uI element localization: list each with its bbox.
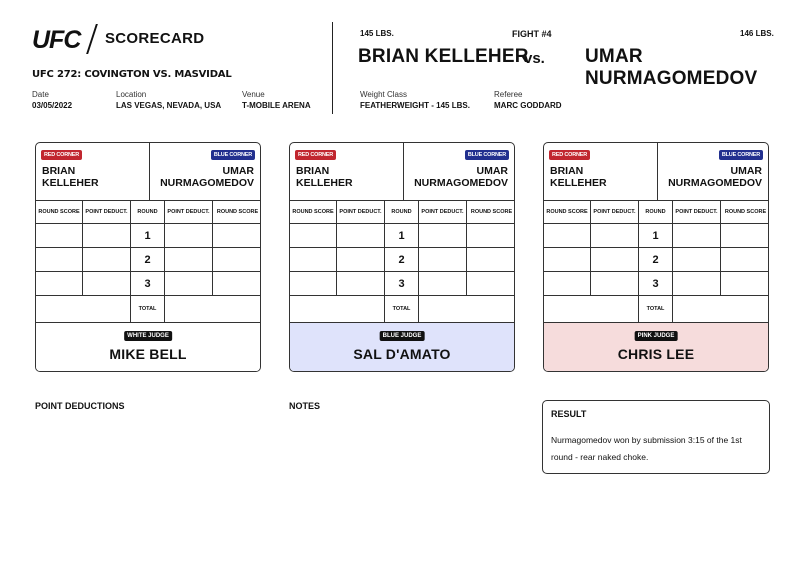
versus: vs. [524, 50, 545, 67]
result-text: Nurmagomedov won by submission 3:15 of the 1st round - rear naked choke. [551, 435, 742, 462]
deduct-input[interactable] [165, 248, 213, 271]
blue-corner-badge: BLUE CORNER [465, 150, 509, 160]
deduct-input[interactable] [591, 248, 639, 271]
deduct-input[interactable] [419, 272, 467, 295]
deduct-input[interactable] [83, 272, 131, 295]
red-corner-badge: RED CORNER [295, 150, 336, 160]
deduct-input[interactable] [337, 224, 385, 247]
round-row: 2 [544, 248, 768, 272]
deduct-input[interactable] [419, 224, 467, 247]
deduct-input[interactable] [83, 248, 131, 271]
round-row: 1 [290, 224, 514, 248]
deduct-input[interactable] [337, 272, 385, 295]
blue-corner-badge: BLUE CORNER [719, 150, 763, 160]
total-input[interactable] [419, 296, 515, 322]
venue-label: Venue [242, 90, 265, 99]
total-row: TOTAL [290, 296, 514, 323]
card-corners [36, 143, 260, 201]
fighter-left-name: BRIAN KELLEHER [358, 46, 529, 67]
notes-heading: NOTES [289, 401, 321, 411]
red-corner-name: BRIAN KELLEHER [42, 165, 99, 189]
judge-badge: WHITE JUDGE [124, 331, 172, 341]
fighter-right-name: UMAR NURMAGOMEDOV [585, 46, 758, 89]
scorecard-judge-2 [289, 142, 515, 372]
result-title: RESULT [551, 409, 587, 419]
score-input[interactable] [467, 248, 515, 271]
scorecard-judge-1 [35, 142, 261, 372]
blue-corner-name: UMAR NURMAGOMEDOV [414, 165, 508, 189]
total-input[interactable] [36, 296, 131, 322]
total-row: TOTAL [544, 296, 768, 323]
score-input[interactable] [290, 248, 337, 271]
weight-class-label: Weight Class [360, 90, 407, 99]
round-row: 1 [36, 224, 260, 248]
score-input[interactable] [544, 224, 591, 247]
score-header-row: ROUND SCORE POINT DEDUCT. ROUND POINT DEDUCT. ROUND SCORE [544, 201, 768, 224]
score-input[interactable] [721, 272, 769, 295]
score-input[interactable] [213, 248, 261, 271]
location-label: Location [116, 90, 147, 99]
red-corner-badge: RED CORNER [549, 150, 590, 160]
point-deductions-heading: POINT DEDUCTIONS [35, 401, 125, 411]
round-row: 3 [36, 272, 260, 296]
round-row: 2 [36, 248, 260, 272]
deduct-input[interactable] [673, 224, 721, 247]
date-value: 03/05/2022 [32, 101, 73, 110]
total-input[interactable] [165, 296, 261, 322]
score-input[interactable] [290, 272, 337, 295]
round-row: 3 [544, 272, 768, 296]
round-row: 3 [290, 272, 514, 296]
blue-corner-badge: BLUE CORNER [211, 150, 255, 160]
deduct-input[interactable] [419, 248, 467, 271]
deduct-input[interactable] [591, 272, 639, 295]
scorecard-title: SCORECARD [105, 30, 205, 47]
round-row: 1 [544, 224, 768, 248]
total-input[interactable] [544, 296, 639, 322]
score-input[interactable] [544, 272, 591, 295]
red-corner-name: BRIAN KELLEHER [296, 165, 353, 189]
deduct-input[interactable] [165, 272, 213, 295]
location-value: LAS VEGAS, NEVADA, USA [116, 101, 222, 110]
total-row: TOTAL [36, 296, 260, 323]
deduct-input[interactable] [165, 224, 213, 247]
judge-footer [290, 323, 514, 372]
referee-value: MARC GODDARD [494, 101, 562, 110]
red-corner-name: BRIAN KELLEHER [550, 165, 607, 189]
date-label: Date [32, 90, 49, 99]
referee-label: Referee [494, 90, 523, 99]
venue-value: T-MOBILE ARENA [242, 101, 311, 110]
red-corner-badge: RED CORNER [41, 150, 82, 160]
round-row: 2 [290, 248, 514, 272]
event-title: UFC 272: COVINGTON VS. MASVIDAL [32, 69, 232, 80]
fight-number: FIGHT #4 [512, 29, 552, 39]
score-input[interactable] [213, 224, 261, 247]
total-input[interactable] [673, 296, 769, 322]
score-input[interactable] [36, 248, 83, 271]
result-box [542, 400, 770, 474]
score-input[interactable] [36, 272, 83, 295]
deduct-input[interactable] [673, 248, 721, 271]
scorecard-judge-3 [543, 142, 769, 372]
judge-footer [544, 323, 768, 372]
judge-name: MIKE BELL [109, 346, 187, 362]
logo-divider [86, 24, 98, 54]
fighter-right-weight: 146 LBS. [740, 29, 774, 38]
judge-name: CHRIS LEE [617, 346, 695, 362]
score-header-row: ROUND SCORE POINT DEDUCT. ROUND POINT DEDUCT. ROUND SCORE [290, 201, 514, 224]
weight-class-value: FEATHERWEIGHT - 145 LBS. [360, 101, 470, 110]
score-input[interactable] [721, 248, 769, 271]
judge-badge: PINK JUDGE [635, 331, 678, 341]
score-input[interactable] [721, 224, 769, 247]
ufc-logo: UFC [32, 26, 81, 54]
score-input[interactable] [36, 224, 83, 247]
header-divider [332, 22, 333, 114]
judge-footer [36, 323, 260, 372]
deduct-input[interactable] [673, 272, 721, 295]
deduct-input[interactable] [83, 224, 131, 247]
judge-badge: BLUE JUDGE [380, 331, 425, 341]
deduct-input[interactable] [337, 248, 385, 271]
card-corners [544, 143, 768, 201]
score-input[interactable] [213, 272, 261, 295]
total-input[interactable] [290, 296, 385, 322]
score-header-row: ROUND SCORE POINT DEDUCT. ROUND POINT DEDUCT. ROUND SCORE [36, 201, 260, 224]
score-input[interactable] [467, 224, 515, 247]
score-input[interactable] [467, 272, 515, 295]
blue-corner-name: UMAR NURMAGOMEDOV [160, 165, 254, 189]
blue-corner-name: UMAR NURMAGOMEDOV [668, 165, 762, 189]
score-input[interactable] [544, 248, 591, 271]
score-input[interactable] [290, 224, 337, 247]
fighter-left-weight: 145 LBS. [360, 29, 394, 38]
card-corners [290, 143, 514, 201]
judge-name: SAL D'AMATO [353, 346, 451, 362]
deduct-input[interactable] [591, 224, 639, 247]
